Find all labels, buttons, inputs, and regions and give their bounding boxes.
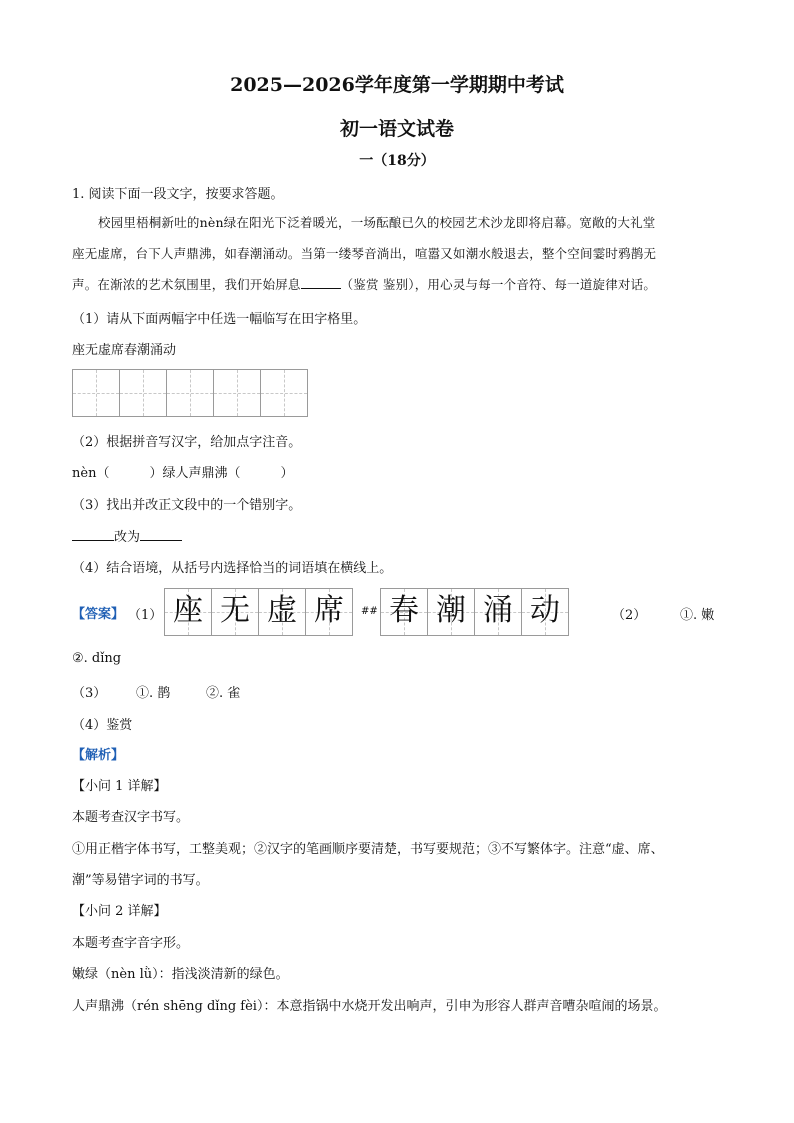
answer-label: 【答案】 bbox=[72, 607, 125, 622]
answer-part-3-a: ①. 鹊 bbox=[136, 686, 171, 701]
exam-title: 2025—2026学年度第一学期期中考试 bbox=[230, 74, 564, 96]
tianzige-grid bbox=[72, 369, 308, 417]
passage-line-3a: 声。在渐浓的艺术氛围里，我们开始屏息 bbox=[72, 277, 301, 292]
passage-line-2: 座无虚席，台下人声鼎沸，如春潮涌动。当第一缕琴音淌出，喧嚣又如潮水般退去，整个空间霎时鸦鹊无 bbox=[72, 246, 657, 261]
answer-char: 动 bbox=[530, 593, 560, 628]
section-heading: 一（18分） bbox=[359, 153, 435, 169]
answer-char: 座 bbox=[173, 593, 203, 628]
answer-char: 涌 bbox=[483, 593, 513, 628]
analysis-label: 【解析】 bbox=[72, 748, 125, 763]
sub-question-1: （1）请从下面两幅字中任选一幅临写在田字格里。 bbox=[72, 312, 367, 327]
analysis-q1-line3: 潮”等易错字词的书写。 bbox=[72, 873, 209, 888]
separator-mark: ## bbox=[361, 606, 378, 617]
grid-cell[interactable] bbox=[166, 369, 214, 417]
sub-question-2-blanks bbox=[72, 462, 293, 481]
blank-right bbox=[140, 528, 182, 541]
correct-to-label: 改为 bbox=[114, 530, 141, 545]
grid-cell[interactable] bbox=[260, 369, 308, 417]
question-stem: 1. 阅读下面一段文字，按要求答题。 bbox=[72, 187, 284, 202]
analysis-q1-line1: 本题考查汉字书写。 bbox=[72, 810, 190, 825]
grid-cell[interactable] bbox=[213, 369, 261, 417]
answer-part-2-a: ①. 嫩 bbox=[680, 608, 715, 623]
analysis-q2-heading: 【小问 2 详解】 bbox=[72, 904, 167, 919]
analysis-q1-line2: ①用正楷字体书写，工整美观；②汉字的笔画顺序要清楚，书写要规范；③不写繁体字。注意“虚、席、 bbox=[72, 842, 664, 857]
answer-char: 潮 bbox=[436, 593, 466, 628]
answer-part-2-b: ②. dǐng bbox=[72, 651, 122, 666]
answer-part-3-num: （3） bbox=[72, 686, 107, 701]
analysis-q2-line2: 嫩绿（nèn lǜ）：指浅淡清新的绿色。 bbox=[72, 967, 289, 982]
analysis-q1-heading: 【小问 1 详解】 bbox=[72, 779, 167, 794]
analysis-q2-line3: 人声鼎沸（rén shēng dǐng fèi）：本意指锅中水烧开发出响声，引申为形容人群声音嘈杂喧闹的场景。 bbox=[72, 999, 667, 1014]
sub-question-3-blanks bbox=[72, 526, 182, 545]
analysis-q2-line1: 本题考查字音字形。 bbox=[72, 936, 190, 951]
answer-blank bbox=[301, 276, 341, 289]
answer-char: 虚 bbox=[267, 593, 297, 628]
answer-char: 席 bbox=[314, 593, 344, 628]
sub-question-2: （2）根据拼音写汉字，给加点字注音。 bbox=[72, 435, 302, 450]
answer-part-2-num: （2） bbox=[612, 608, 647, 623]
answer-char: 无 bbox=[220, 593, 250, 628]
answer-char: 春 bbox=[389, 593, 419, 628]
answer-part-4: （4）鉴赏 bbox=[72, 718, 133, 733]
grid-cell[interactable] bbox=[119, 369, 167, 417]
paper-subtitle: 初一语文试卷 bbox=[339, 118, 454, 140]
sub2-part-a: nèn（ bbox=[72, 466, 110, 481]
passage-line-3b: （鉴赏 鉴别），用心灵与每一个音符、每一道旋律对话。 bbox=[340, 277, 657, 292]
sub-question-4: （4）结合语境，从括号内选择恰当的词语填在横线上。 bbox=[72, 561, 393, 576]
sub-question-3: （3）找出并改正文段中的一个错别字。 bbox=[72, 498, 302, 513]
passage-line-3 bbox=[72, 275, 656, 293]
answer-part-3-b: ②. 雀 bbox=[206, 686, 241, 701]
sub2-part-b: ）绿人声鼎沸（ bbox=[149, 466, 241, 481]
answer-grid-a bbox=[164, 588, 353, 636]
answer-grid-b bbox=[380, 588, 569, 636]
grid-cell[interactable] bbox=[72, 369, 120, 417]
copy-text: 座无虚席春潮涌动 bbox=[72, 343, 177, 358]
answer-part-1-num: （1） bbox=[128, 608, 163, 623]
blank-wrong bbox=[72, 528, 114, 541]
passage-line-1: 校园里梧桐新吐的nèn绿在阳光下泛着暖光，一场酝酿已久的校园艺术沙龙即将启幕。宽敞的大礼堂 bbox=[98, 215, 656, 230]
sub2-part-c: ） bbox=[280, 466, 294, 481]
